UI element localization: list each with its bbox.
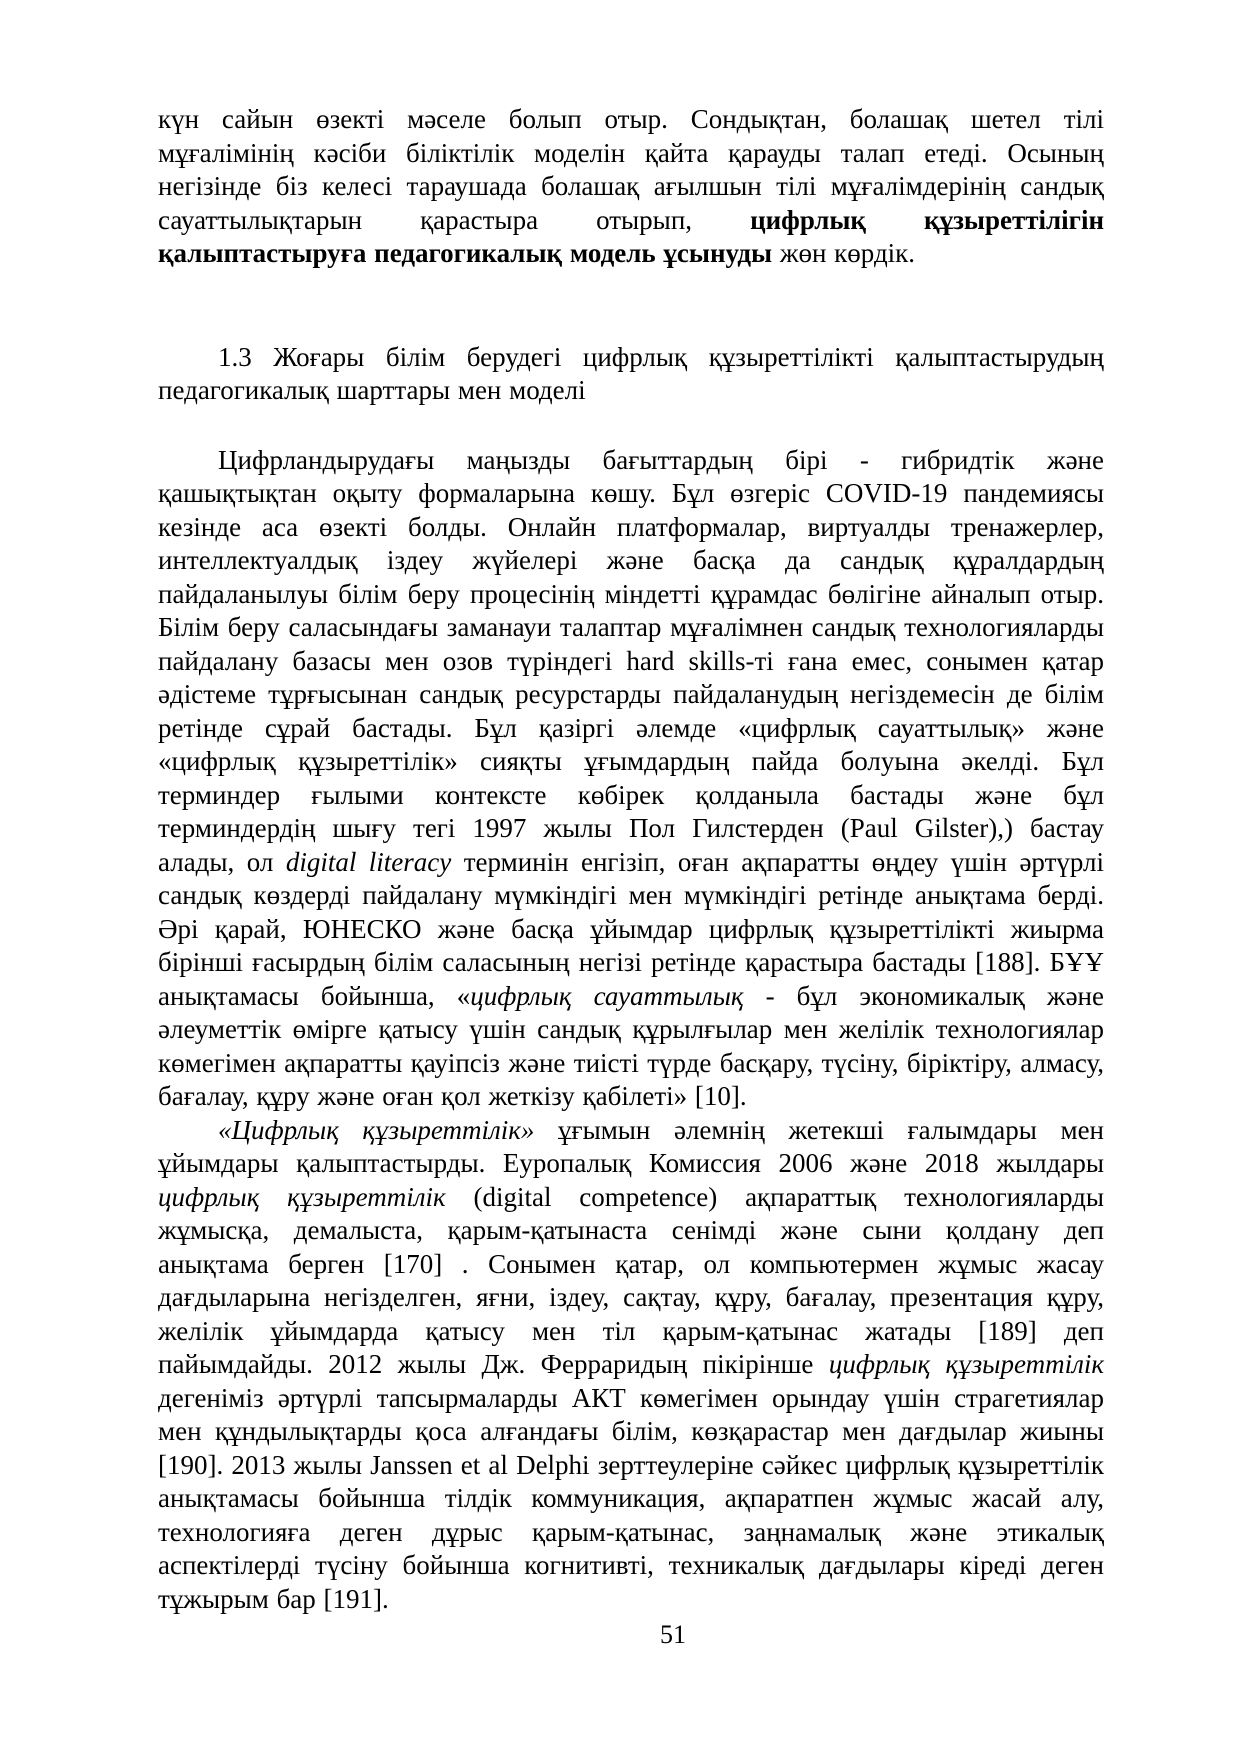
- italic-run: «Цифрлық құзыреттілік»: [218, 1114, 535, 1145]
- text-run: терминін енгізіп, оған ақпаратты өңдеу үшін әртүрлі сандық көздерді пайдалану мүмкіндігі мен мүмкіндігі ретінде анықтама берді. Әрі қарай, ЮНЕСКО және басқа ұйымдар цифрлық құзыреттілікті жиырма бірінші ғасырдың білім саласының негізі ретінде қарастыра бастады [188]. БҰҰ анықтамасы бойынша, «: [158, 846, 1104, 1011]
- text-block: [158, 103, 1104, 1616]
- text-run: күн сайын өзекті мәселе болып отыр. Сондықтан, болашақ шетел тілі мұғалімінің кәсіби біліктілік моделін қайта қарауды талап етеді. Осының негізінде біз келесі тараушада болашақ ағылшын тілі мұғалімдерінің сандық сауаттылықтарын қарастыра отырып,: [158, 104, 1104, 235]
- italic-run: digital literacy: [285, 846, 452, 877]
- text-run: (digital competence) ақпараттық технологияларды жұмысқа, демалыста, қарым-қатынаста сенімді және сыни қолдану деп анықтама берген [170] . Сонымен қатар, ол компьютермен жұмыс жасау дағдыларына негізделген, яғни, іздеу, сақтау, құру, бағалау, презентация құру, желілік ұйымдарда қатысу мен тіл қарым-қатынас жатады [189] деп пайымдайды. 2012 жылы Дж. Ферраридың пікірінше: [158, 1181, 1104, 1379]
- paragraph-competence: [158, 1114, 1104, 1617]
- text-run: Цифрландырудағы маңызды бағыттардың бірі - гибридтік және қашықтықтан оқыту формаларына көшу. Бұл өзгеріс COVID-19 пандемиясы кезінде аса өзекті болды. Онлайн платформалар, виртуалды тренажерлер, интеллектуалдық іздеу жүйелері және басқа да сандық құралдардың пайдаланылуы білім беру процесінің міндетті құрамдас бөлігіне айналып отыр. Білім беру саласындағы заманауи талаптар мұғалімнен сандық технологияларды пайдалану базасы мен озов түріндегі hard skills-ті ғана емес, сонымен қатар әдістеме тұрғысынан сандық ресурстарды пайдаланудың негіздемесін де білім ретінде сұрай бастады. Бұл қазіргі әлемде «цифрлық сауаттылық» және «цифрлық құзыреттілік» сияқты ұғымдардың пайда болуына әкелді. Бұл терминдер ғылыми контексте көбірек қолданыла бастады және бұл терминдердің шығу тегі 1997 жылы Пол Гилстерден (Paul Gilster),) бастау алады, ол: [158, 444, 1104, 877]
- text-run: - бұл экономикалық және әлеуметтік өмірге қатысу үшін сандық құрылғылар мен желілік технологиялар көмегімен ақпаратты қауіпсіз және тиісті түрде басқару, түсіну, біріктіру, алмасу, бағалау, құру және оған қол жеткізу қабілеті» [10].: [158, 980, 1104, 1111]
- section-heading: 1.3 Жоғары білім берудегі цифрлық құзыреттілікті қалыптастырудың педагогикалық шарттары мен моделі: [158, 341, 1104, 405]
- text-run: дегеніміз әртүрлі тапсырмаларды АКТ көмегімен орындау үшін страгетиялар мен құндылықтарды қоса алғандағы білім, көзқарастар мен дағдылар жиыны [190]. 2013 жылы Janssen et al Delphi зерттеулеріне сәйкес цифрлық құзыреттілік анықтамасы бойынша тілдік коммуникация, ақпаратпен жұмыс жасай алу, технологияға деген дұрыс қарым-қатынас, заңнамалық және этикалық аспектілерді түсіну бойынша когнитивті, техникалық дағдылары кіреді деген тұжырым бар [191].: [158, 1382, 1104, 1614]
- text-run: ұғымын әлемнің жетекші ғалымдары мен ұйымдары қалыптастырды. Еуропалық Комиссия 2006 және 2018 жылдары: [158, 1114, 1105, 1178]
- bold-run: цифрлық құзыреттілігін қалыптастыруға педагогикалық модель ұсынуды: [158, 204, 1105, 268]
- italic-run: цифрлық құзыреттілік: [158, 1181, 446, 1212]
- page-number: 51: [660, 1620, 686, 1649]
- intro-paragraph: [158, 103, 1104, 271]
- italic-run: цифрлық құзыреттілік: [828, 1349, 1105, 1379]
- text-run: жөн көрдік.: [772, 238, 916, 268]
- paragraph-digitalization: [158, 444, 1104, 1114]
- italic-run: цифрлық сауаттылық: [470, 980, 744, 1011]
